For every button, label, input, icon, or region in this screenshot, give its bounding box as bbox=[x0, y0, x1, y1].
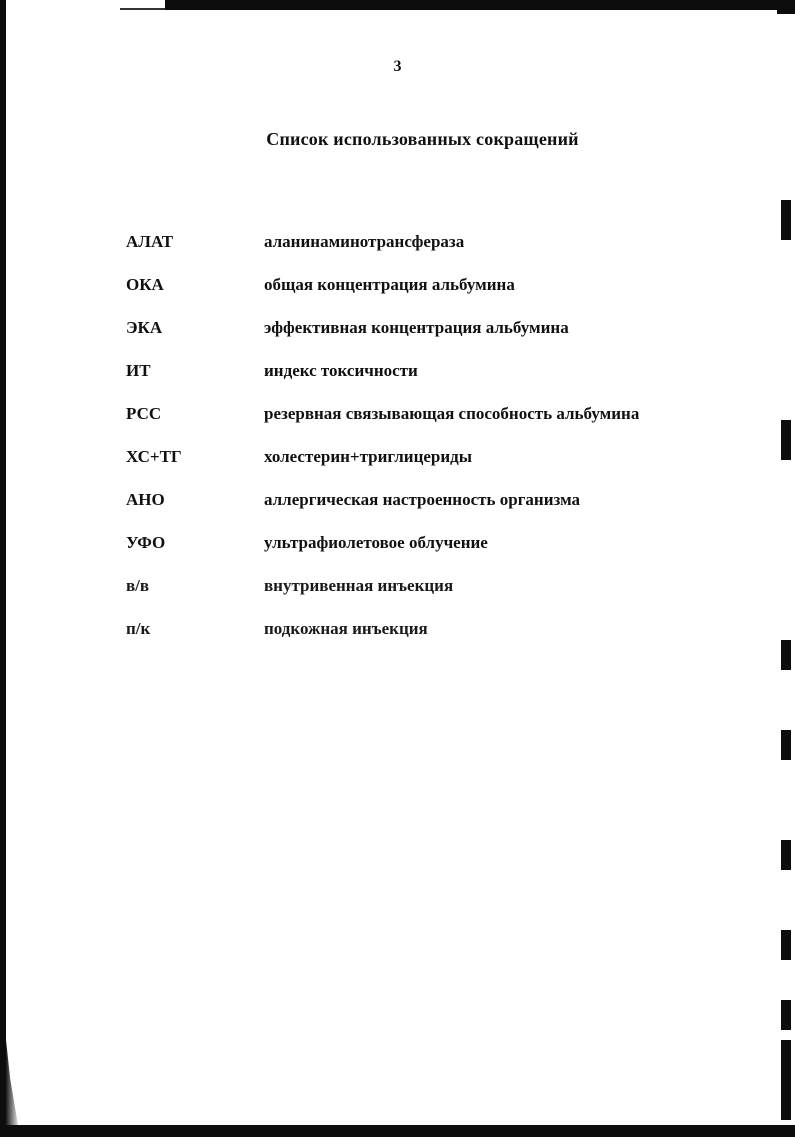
scan-border-top bbox=[165, 0, 795, 10]
abbreviation-row bbox=[126, 232, 639, 275]
page-number: 3 bbox=[393, 58, 402, 75]
abbreviation-definition: подкожная инъекция bbox=[264, 619, 428, 638]
abbreviation-definition: аланинаминотрансфераза bbox=[264, 232, 465, 251]
abbreviation-definition: индекс токсичности bbox=[264, 361, 418, 380]
abbreviation-row bbox=[126, 361, 639, 404]
abbreviation-term: РСС bbox=[126, 404, 162, 423]
scan-border-bottom bbox=[0, 1125, 795, 1137]
abbreviation-row bbox=[126, 318, 639, 361]
abbreviation-term: ЭКА bbox=[126, 318, 163, 337]
abbreviation-row bbox=[126, 404, 639, 447]
abbreviation-term: в/в bbox=[126, 576, 150, 595]
abbreviation-list bbox=[126, 232, 639, 662]
abbreviation-definition: аллергическая настроенность организма bbox=[264, 490, 581, 509]
abbreviation-term: ХС+ТГ bbox=[126, 447, 182, 466]
scan-border-left-shadow bbox=[6, 1040, 20, 1137]
abbreviation-definition: внутривенная инъекция bbox=[264, 576, 454, 595]
abbreviation-definition: резервная связывающая способность альбумина bbox=[264, 404, 640, 423]
page-title: Список использованных сокращений bbox=[266, 129, 579, 149]
abbreviation-term: УФО bbox=[126, 533, 166, 552]
abbreviation-row bbox=[126, 533, 639, 576]
scan-border-right bbox=[777, 0, 795, 1137]
abbreviation-row bbox=[126, 490, 639, 533]
abbreviation-row bbox=[126, 619, 639, 662]
scan-border-left bbox=[0, 0, 6, 1137]
abbreviation-term: ИТ bbox=[126, 361, 151, 380]
abbreviation-row bbox=[126, 576, 639, 619]
abbreviation-definition: ультрафиолетовое облучение bbox=[264, 533, 488, 552]
abbreviation-definition: эффективная концентрация альбумина bbox=[264, 318, 569, 337]
abbreviation-term: п/к bbox=[126, 619, 151, 638]
abbreviation-term: АНО bbox=[126, 490, 165, 509]
abbreviation-definition: холестерин+триглицериды bbox=[264, 447, 473, 466]
abbreviation-definition: общая концентрация альбумина bbox=[264, 275, 515, 294]
abbreviation-term: ОКА bbox=[126, 275, 164, 294]
abbreviation-row bbox=[126, 447, 639, 490]
abbreviation-term: АЛАТ bbox=[126, 232, 174, 251]
abbreviation-row bbox=[126, 275, 639, 318]
